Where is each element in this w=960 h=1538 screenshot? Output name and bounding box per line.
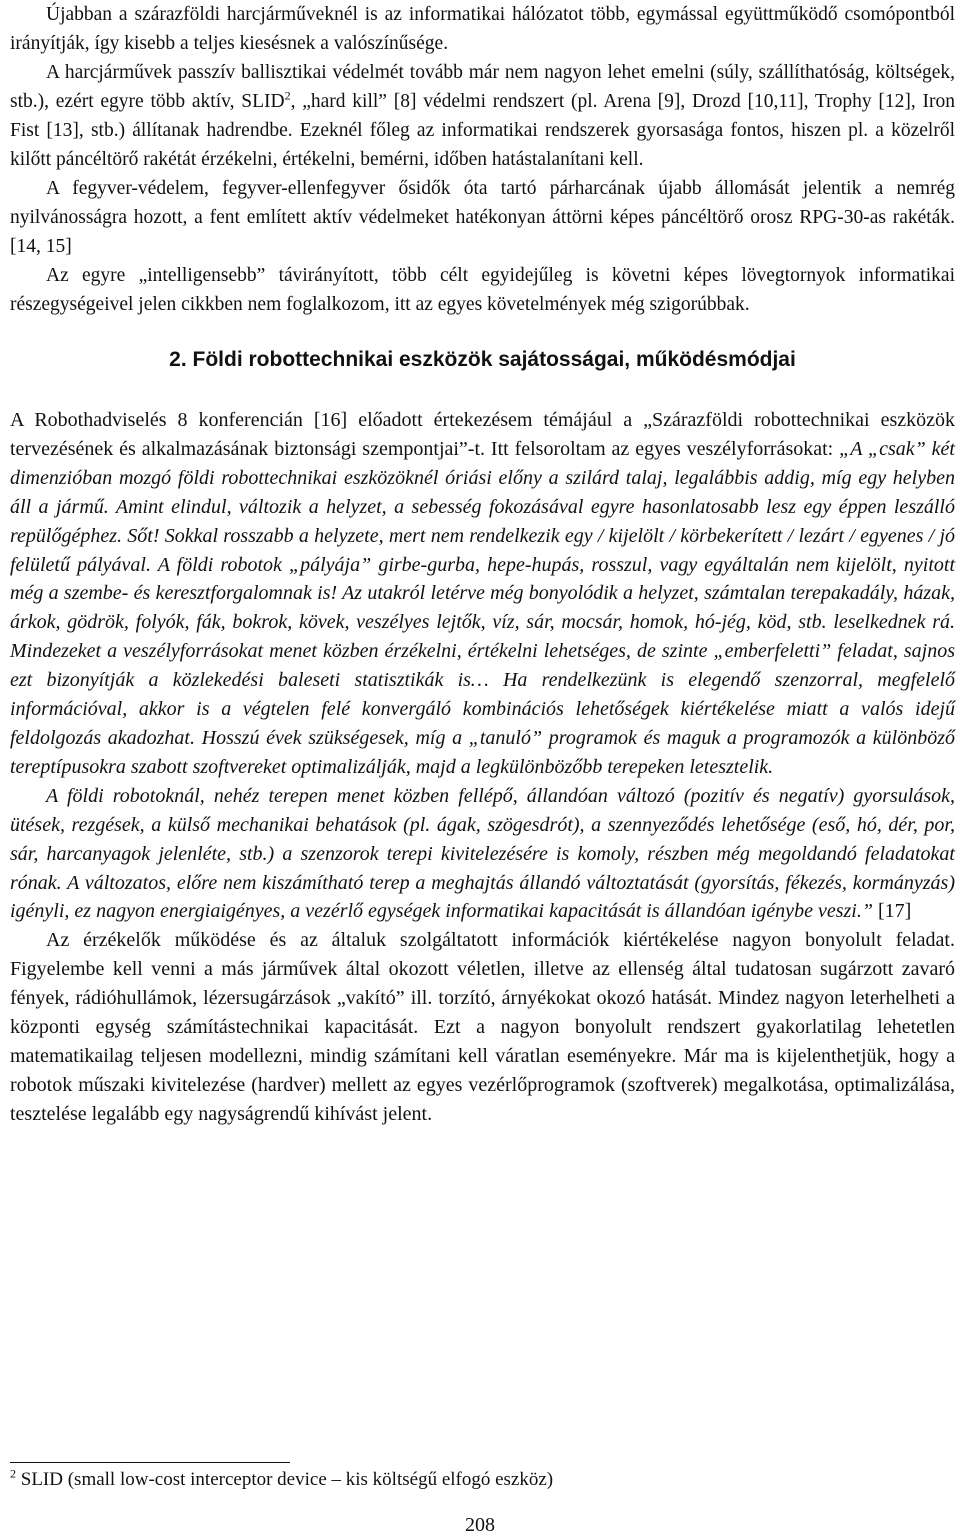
paragraph	[10, 782, 955, 927]
paragraph-text: Az egyre „intelligensebb” távirányított, több célt egyidejűleg is követni képes lövegtornyok informatikai részegységeivel jelen cikkben nem foglalkozom, itt az egyes követelmények még szigorúbbak.	[10, 265, 955, 315]
paragraph-text: Újabban a szárazföldi harcjárműveknél is az informatikai hálózatot több, egymással együttműködő csomópontból irányítják, így kisebb a teljes kiesésnek a valószínűsége.	[10, 4, 955, 54]
paragraph	[10, 58, 955, 174]
quoted-passage: „A „csak” két dimenzióban mozgó földi robottechnikai eszközöknél óriási előny a szilárd talaj, legalábbis addig, míg egy helyben áll a jármű. Amint elindul, változik a helyzet, a sebesség fokozásával egyre hasonlatosabb lesz egy éppen leszálló repülőgéphez. Sőt! Sokkal rosszabb a helyzete, mert nem rendelkezik egy / kijelölt / körbekerített / lezárt / egyenes / jó felületű pályával. A földi robotok „pályája” girbe-gurba, hepe-hupás, rosszul, vagy egyáltalán nem kijelölt, nyitott még a szembe- és keresztforgalomnak is! Az utakról letérve még bonyolódik a helyzet, számtalan terepakadály, házak, árkok, gödrök, folyók, fák, bokrok, kövek, veszélyes lejtők, víz, sár, mocsár, homok, hó-jég, köd, stb. leselkednek rá. Mindezeket a veszélyforrásokat menet közben érzékelni, értékelni lehetséges, de szinte „emberfeletti” feladat, sajnos ezt bizonyítják a közlekedési baleseti statisztikák is… Ha rendelkezünk is elegendő szenzorral, megfelelő információval, akkor is a végtelen felé konvergáló kombinációs lehetőségek kiértékelése miatt a valós idejű feldolgozás akadozhat. Hosszú évek szükségesek, míg a „tanuló” programok és maguk a programozók a különböző tereptípusokra szabott szoftvereket optimalizálják, majd a legkülönbözőbb terepeken letesztelik.	[10, 437, 955, 778]
paragraph-text: A fegyver-védelem, fegyver-ellenfegyver ősidők óta tartó párharcának újabb állomását jelentik a nemrég nyilvánosságra hozott, a fent említett aktív védelmeket hatékonyan áttörni képes páncéltörő orosz RPG-30-as rakéták. [14, 15]	[10, 178, 955, 257]
paragraph-text: A Robothadviselés 8 konferencián [16] előadott értekezésem témájául a „Szárazföldi robottechnikai eszközök tervezésének és alkalmazásának biztonsági szempontjai”-t. Itt felsoroltam az egyes veszélyforrásokat:	[10, 409, 955, 460]
footnote	[10, 1466, 553, 1494]
section-heading: 2. Földi robottechnikai eszközök sajátosságai, működésmódjai	[169, 348, 796, 371]
paragraph	[10, 406, 955, 782]
paragraph-text: [17]	[872, 900, 912, 923]
paragraph-text: , „hard kill” [8] védelmi rendszert (pl. Arena [9], Drozd [10,11], Trophy [12], Iron Fist [13], stb.) állítanak hadrendbe. Ezeknél főleg az informatikai rendszerek gyorsasága fontos, hiszen pl. a közelről kilőtt páncéltörő rakétát érzékelni, értékelni, bemérni, időben hatástalanítani kell.	[10, 91, 955, 170]
paragraph	[10, 0, 955, 58]
paragraph-text: Az érzékelők működése és az általuk szolgáltatott információk kiértékelése nagyon bonyolult feladat. Figyelembe kell venni a más járművek által okozott véletlen, illetve az ellenség által tudatosan sugárzott zavaró fények, rádióhullámok, lézersugárzások „vakító” ill. torzító, árnyékokat okozó hatását. Mindez nagyon leterhelheti a központi egység számítástechnikai kapacitását. Ezt a nagyon bonyolult rendszert gyakorlatilag lehetetlen matematikailag teljesen modellezni, mindig számítani kell váratlan eseményekre. Már ma is kijelenthetjük, hogy a robotok műszaki kivitelezése (hardver) mellett az egyes vezérlőprogramok (szoftverek) megalkotása, optimalizálása, tesztelése legalább egy nagyságrendű kihívást jelent.	[10, 929, 955, 1125]
paragraph	[10, 261, 955, 319]
paragraph	[10, 174, 955, 261]
footnote-text: SLID (small low-cost interceptor device – kis költségű elfogó eszköz)	[16, 1469, 554, 1490]
section-body	[10, 406, 955, 1129]
quoted-passage: A földi robotoknál, nehéz terepen menet közben fellépő, állandóan változó (pozitív és negatív) gyorsulások, ütések, rezgések, a külső mechanikai behatások (pl. ágak, szögesdrót), a szennyeződés lehetősége (eső, hó, dér, por, sár, harcanyagok jelenléte, stb.) a szenzorok terepi kivitelezésére is komoly, részben még megoldandó feladatokat rónak. A változatos, előre nem kiszámítható terep a meghajtás állandó változtatását (gyorsítás, fékezés, kormányzás) igényli, ez nagyon energiaigényes, a vezérlő egységek informatikai kapacitását is állandóan igénybe veszi.”	[10, 784, 955, 923]
footnote-reference: 2	[284, 88, 291, 103]
footnote-divider	[10, 1462, 290, 1463]
paragraph	[10, 926, 955, 1128]
footnote-mark: 2	[10, 1466, 16, 1481]
page-number: 208	[465, 1514, 495, 1536]
paragraph-text: A harcjárművek passzív ballisztikai védelmét tovább már nem nagyon lehet emelni (súly, szállíthatóság, költségek, stb.), ezért egyre több aktív, SLID	[10, 62, 955, 112]
intro-text-block	[10, 0, 955, 319]
document-page	[10, 0, 955, 1129]
